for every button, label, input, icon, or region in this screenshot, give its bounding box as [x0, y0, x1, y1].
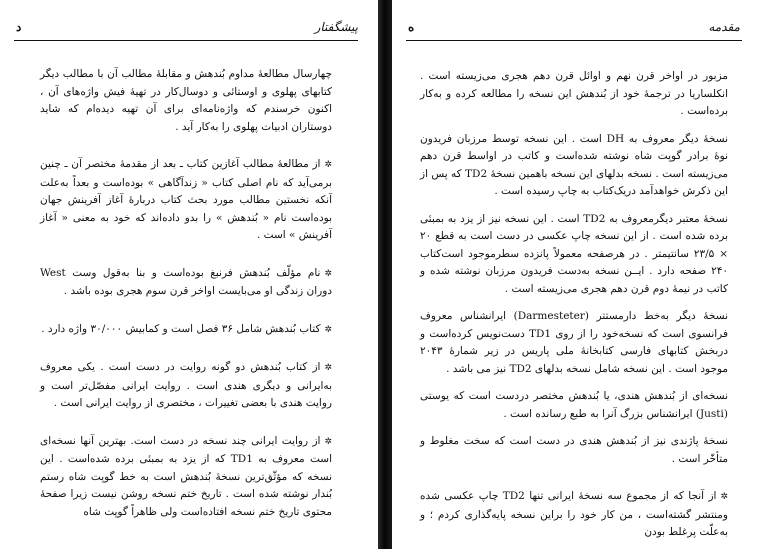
star-icon: ✲ — [324, 268, 332, 279]
left-paragraph-2 — [40, 156, 332, 245]
left-paragraph-6 — [40, 433, 332, 522]
paragraph-text: از مطالعهٔ مطالب آغازین کتاب ـ بعد از مقدمهٔ مختصر آن ـ چنین برمی‌آید که نام اصلی کتاب « زندآگاهی » بوده‌است و بعداً به‌علت آنکه نخستین مطالب مورد بحث کتاب دربارهٔ آغاز آفرینش جهان بوده‌است نام « بُندهش » را بدو داده‌اند که خود به معنی « آغاز آفرینش » است . — [40, 158, 332, 241]
star-icon: ✲ — [324, 324, 332, 335]
left-header-title: پیشگفتار — [314, 20, 358, 34]
right-page-header — [408, 20, 740, 38]
paragraph-text: نام مؤلّف بُندهش فرنبغ بوده‌است و بنا به‌قول وست West دوران زندگی او می‌بایست اواخر قرن سوم هجری بوده باشد . — [40, 266, 332, 297]
left-paragraph-4 — [40, 321, 332, 340]
left-page-header — [16, 20, 358, 38]
right-paragraph-7 — [420, 488, 728, 542]
star-icon: ✲ — [324, 436, 332, 447]
right-paragraph-2: نسخهٔ دیگر معروف به DH است . این نسخه توسط مرزبان فریدون نوهٔ برادر گوپت شاه نوشته شده‌است و کاتب در اواسط قرن دهم می‌زیسته است . نسخه بدلهای این نسخه باهمین نسخهٔ TD2 که پس از این ذکرش خواهدآمد دریک‌کتاب به چاپ رسیده است . — [420, 132, 729, 197]
right-paragraph-5: نسخه‌ای از بُندهش هندی، یا بُندهش مختصر دردست است که یوستی (Justi) ایرانشناس بزرگ آنرا به طبع رسانده است . — [420, 390, 728, 420]
right-paragraph-1: مزبور در اواخر قرن نهم و اوائل قرن دهم هجری می‌زیسته است . انکلساریا در ترجمهٔ خود از بُندهش این نسخه را مطالعه کرده و به‌کار برده‌است . — [420, 70, 728, 117]
right-page-body — [420, 46, 728, 543]
star-icon: ✲ — [324, 160, 332, 170]
right-paragraph-6: نسخهٔ پاژندی نیز از بُندهش هندی در دست است که سخت مغلوط و متأخّر است . — [420, 435, 728, 465]
right-paragraph-3: نسخهٔ معتبر دیگرمعروف به TD2 است . این نسخه نیز از یزد به بمبئی برده شده است . از این نسخه چاپ عکسی در دست است به قطع ۲۰ × ۲۳/۵ سانتیمتر . در هرصفحه معمولاً پانزده سطرموجود است‌کتاب ۲۴۰ صفحه دارد . ایــن نسخه به‌دست فریدون مرزبان نوشته شده و کاتب در نیمهٔ دوم قرن دهم هجری می‌زیسته است . — [420, 212, 728, 295]
paragraph-text: از آنجا که از مجموع سه نسخهٔ ایرانی تنها TD2 چاپ عکسی شده ومنتشر گشته‌است ، من کار خود را براین نسخه پایه‌گذاری کردم ؛ و به‌علّت پرغلط بودن — [420, 490, 728, 538]
right-page — [392, 0, 768, 549]
book-gutter — [378, 0, 392, 549]
right-header-rule — [406, 40, 742, 41]
right-page-number: ه — [408, 20, 415, 34]
right-header-title: مقدمه — [708, 20, 740, 34]
left-paragraph-5 — [40, 359, 332, 413]
left-paragraph-1: چهارسال مطالعهٔ مداوم بُندهش و مقابلهٔ مطالب آن با مطالب دیگر کتابهای پهلوی و اوستائی و دوسال‌کار در تهیهٔ فیش واژه‌های آن ، اکنون خرسندم که واژه‌نامه‌ای برای آن تهیه دیده‌ام که شاید دوستاران ادبیات پهلوی را به‌کار آید . — [40, 68, 332, 133]
paragraph-text: از کتاب بُندهش دو گونه روایت در دست است . یکی معروف به‌ایرانی و دیگری هندی است . روایت ایرانی مفصّل‌تر است و روایت هندی با بعضی تغییرات ، مختصری از روایت ایرانی است . — [40, 361, 332, 409]
left-page — [0, 0, 378, 549]
left-page-number: د — [16, 20, 22, 34]
paragraph-text: کتاب بُندهش شامل ۳۶ فصل است و کمابیش ۳۰/۰۰۰ واژه دارد . — [41, 322, 321, 335]
paragraph-text: از روایت ایرانی چند نسخه در دست است. بهترین آنها نسخه‌ای است معروف به TD1 که از یزد به بمبئی برده شده‌است . این نسخه که مؤثّق‌ترین نسخهٔ بُندهش است به خط گوپت شاه رستم بُندار نوشته شده است . تاریخ ختم نسخه روشن نیست زیرا صفحهٔ محتوی تاریخ ختم نسخه افتاده‌است ولی ظاهراً گوپت شاه — [40, 434, 332, 518]
left-page-body — [40, 46, 332, 543]
star-icon: ✲ — [720, 492, 728, 502]
left-paragraph-3 — [40, 265, 332, 301]
star-icon: ✲ — [324, 363, 332, 373]
left-header-rule — [14, 40, 358, 41]
right-paragraph-4: نسخهٔ دیگر به‌خط دارمستتر (Darmesteter) ایرانشناس معروف فرانسوی است که نسخه‌خود را از روی TD1 دست‌نویس کرده‌است و دربخش کتابهای فارسی کتابخانهٔ ملی پاریس در زیر شمارهٔ ۲۰۴۳ موجود است . این نسخه شامل نسخه بدلهای TD2 نیز می باشد . — [420, 310, 728, 375]
